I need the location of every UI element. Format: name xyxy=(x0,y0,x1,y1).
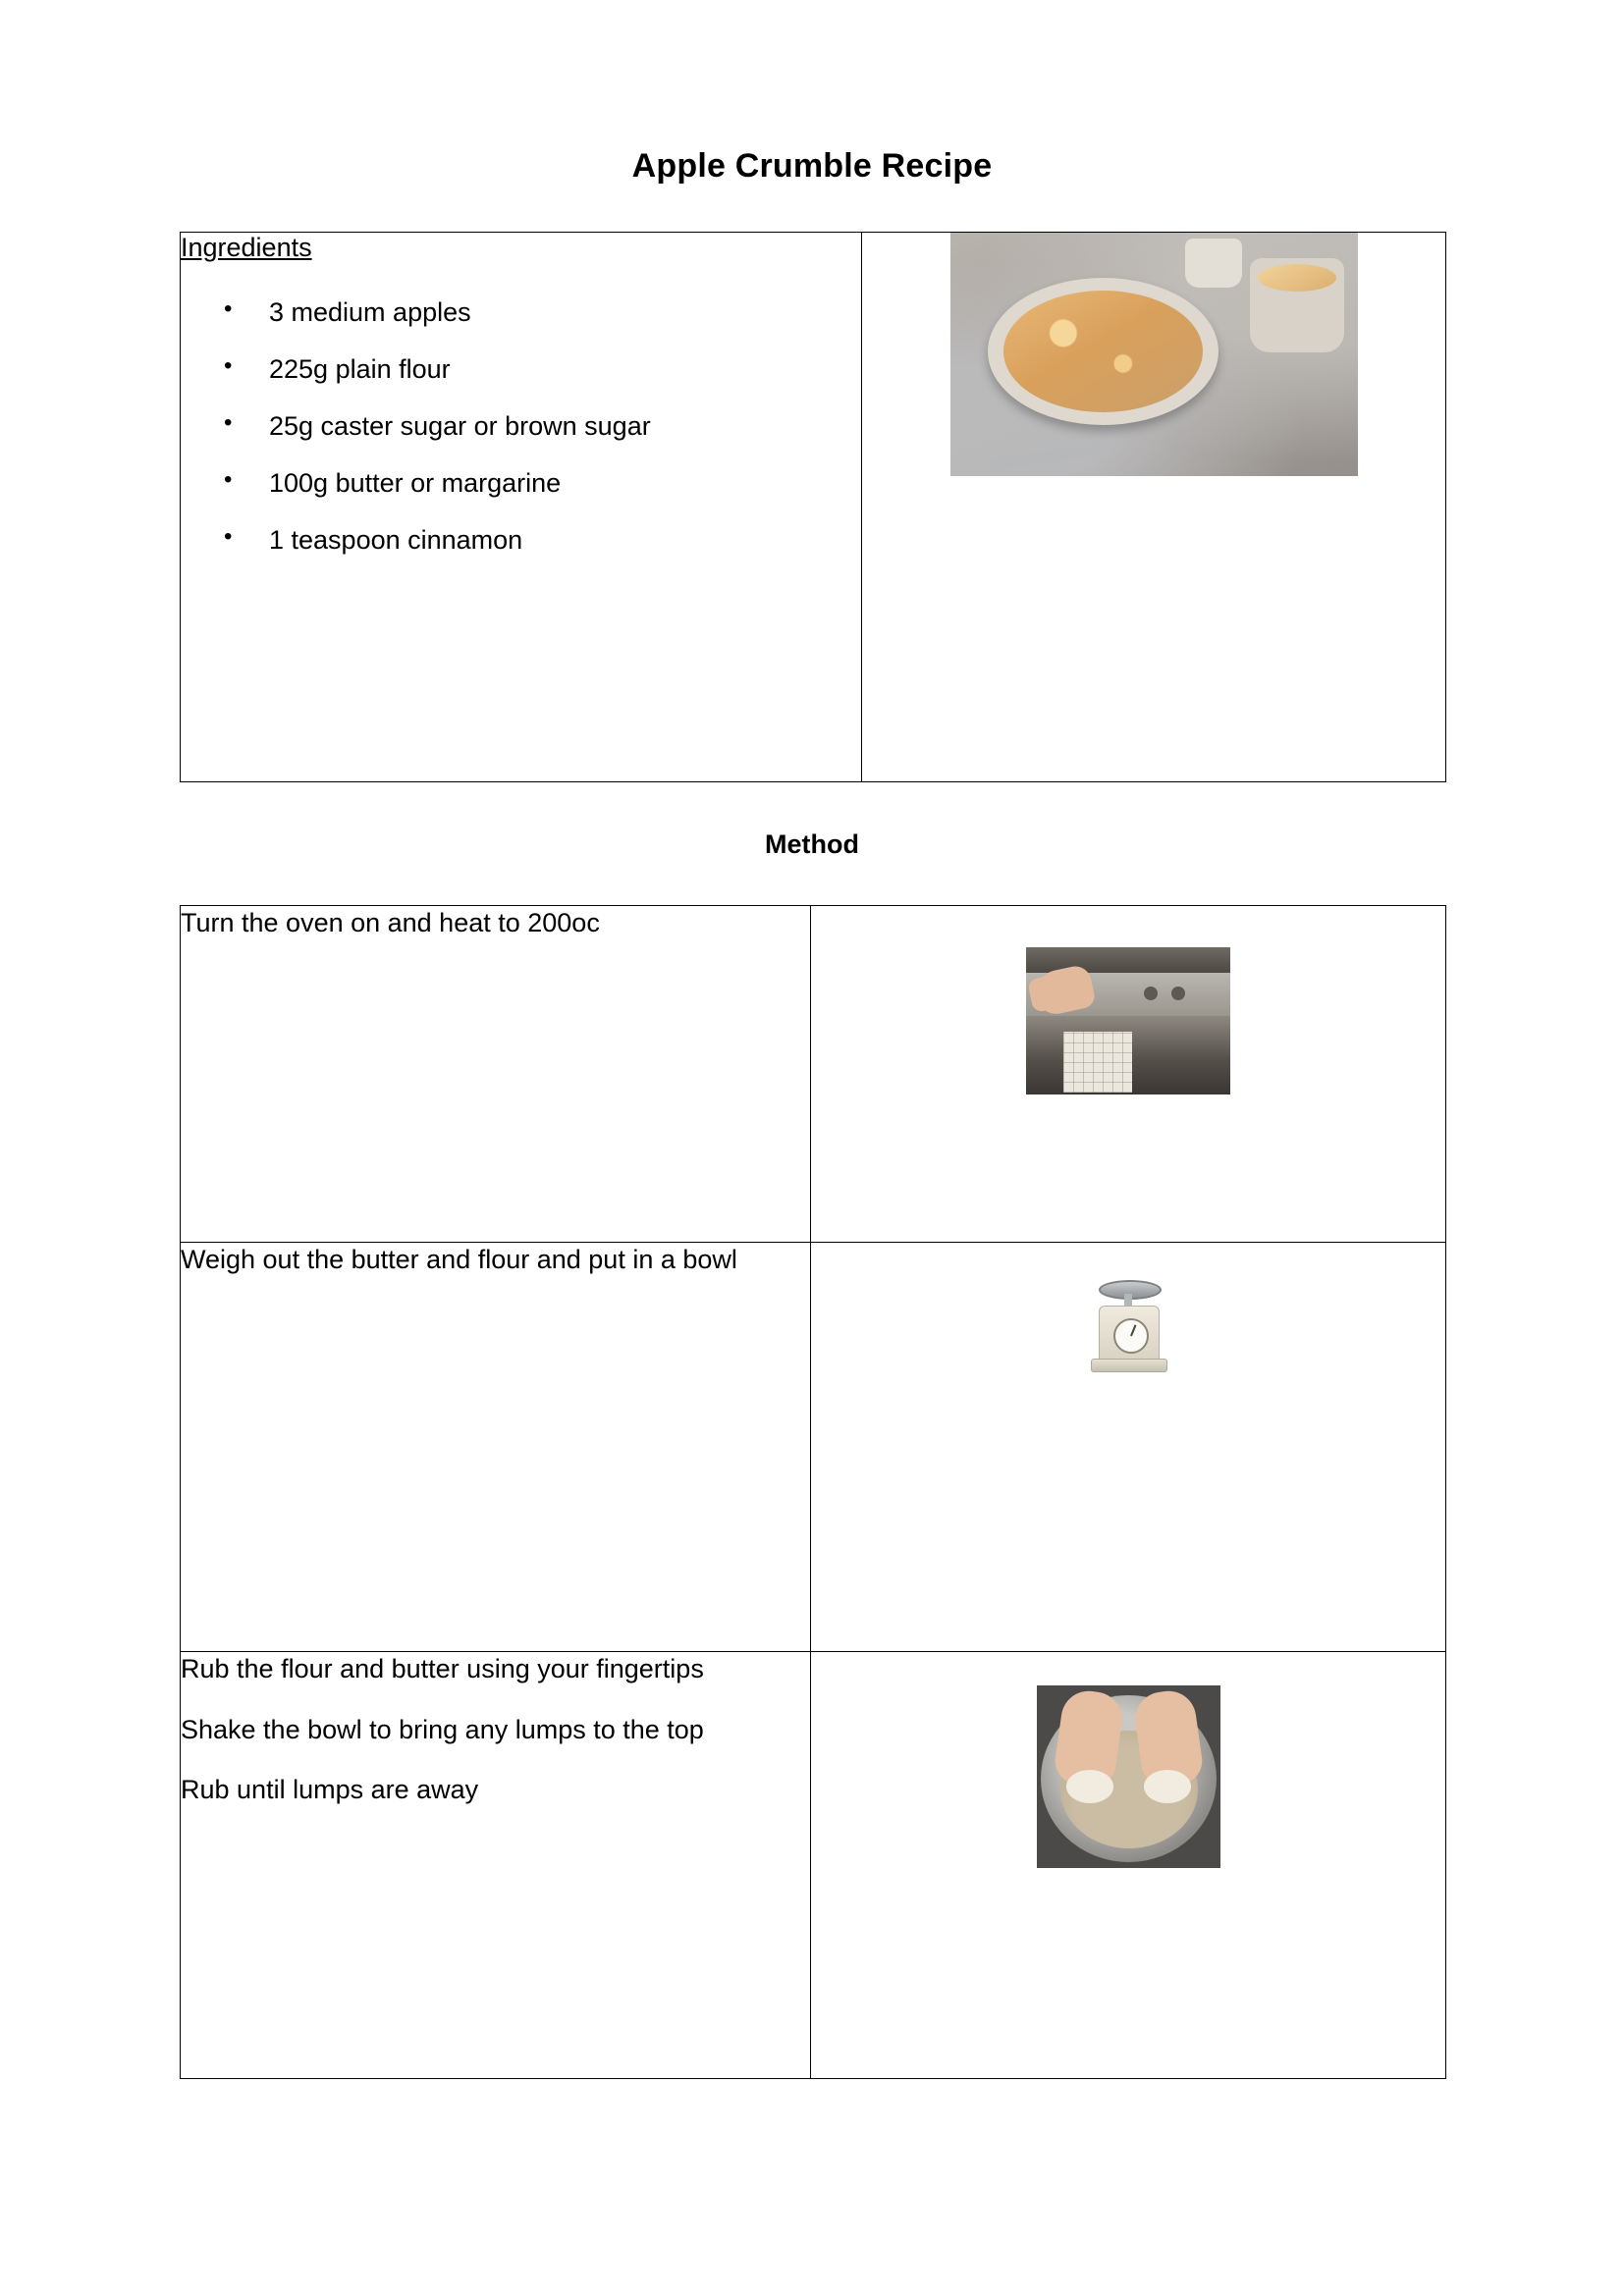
page-title: Apple Crumble Recipe xyxy=(631,147,993,185)
table-row xyxy=(181,1243,1446,1652)
method-table xyxy=(180,905,1446,2079)
method-step-2-image-cell xyxy=(811,1243,1446,1652)
list-item: • 225g plain flour xyxy=(269,356,861,383)
method-step-line: Weigh out the butter and flour and put in a bowl xyxy=(181,1245,737,1274)
ingredients-cell xyxy=(181,233,862,782)
list-item: • 1 teaspoon cinnamon xyxy=(269,527,861,554)
table-row xyxy=(181,906,1446,1243)
method-step-line: Shake the bowl to bring any lumps to the top xyxy=(181,1714,704,1744)
photo-baking-dish xyxy=(988,278,1218,425)
table-row xyxy=(181,1652,1446,2079)
method-step-1-text-cell xyxy=(181,906,811,1243)
ingredients-image-cell xyxy=(862,233,1446,782)
method-step-3-text-cell xyxy=(181,1652,811,2079)
photo-scale-dial xyxy=(1113,1318,1149,1354)
list-item: • 3 medium apples xyxy=(269,299,861,326)
photo-scale-base xyxy=(1091,1359,1167,1372)
list-item: • 100g butter or margarine xyxy=(269,470,861,497)
method-step-line: Rub the flour and butter using your fingertips xyxy=(181,1654,704,1683)
apple-crumble-dish-photo xyxy=(950,233,1358,476)
photo-scale-body xyxy=(1099,1306,1160,1361)
method-heading: Method xyxy=(765,829,859,859)
method-step-3-image-cell xyxy=(811,1652,1446,2079)
method-step-line: Rub until lumps are away xyxy=(181,1775,479,1805)
photo-oven-knob xyxy=(1171,987,1185,1000)
photo-dough-lump xyxy=(1144,1770,1191,1803)
list-item: • 25g caster sugar or brown sugar xyxy=(269,413,861,440)
photo-scale-needle xyxy=(1130,1324,1136,1336)
photo-jug xyxy=(1185,239,1242,288)
photo-tea-towel xyxy=(1063,1032,1132,1093)
kitchen-weighing-scale-photo xyxy=(1073,1276,1183,1386)
document-content xyxy=(180,147,1444,2079)
ingredients-table xyxy=(180,232,1446,782)
ingredients-heading: Ingredients xyxy=(181,233,312,262)
photo-arm xyxy=(1027,972,1072,1013)
method-step-2-text-cell xyxy=(181,1243,811,1652)
rubbing-in-flour-and-butter-photo xyxy=(1037,1685,1220,1868)
method-step-1-image-cell xyxy=(811,906,1446,1243)
oven-being-switched-on-photo xyxy=(1026,947,1230,1095)
method-step-line: Turn the oven on and heat to 200oc xyxy=(181,908,600,937)
ingredients-list xyxy=(181,299,861,554)
ingredients-row xyxy=(181,233,1446,782)
photo-ramekin xyxy=(1250,258,1344,352)
photo-oven-knob xyxy=(1144,987,1158,1000)
photo-dough-lump xyxy=(1066,1770,1113,1803)
